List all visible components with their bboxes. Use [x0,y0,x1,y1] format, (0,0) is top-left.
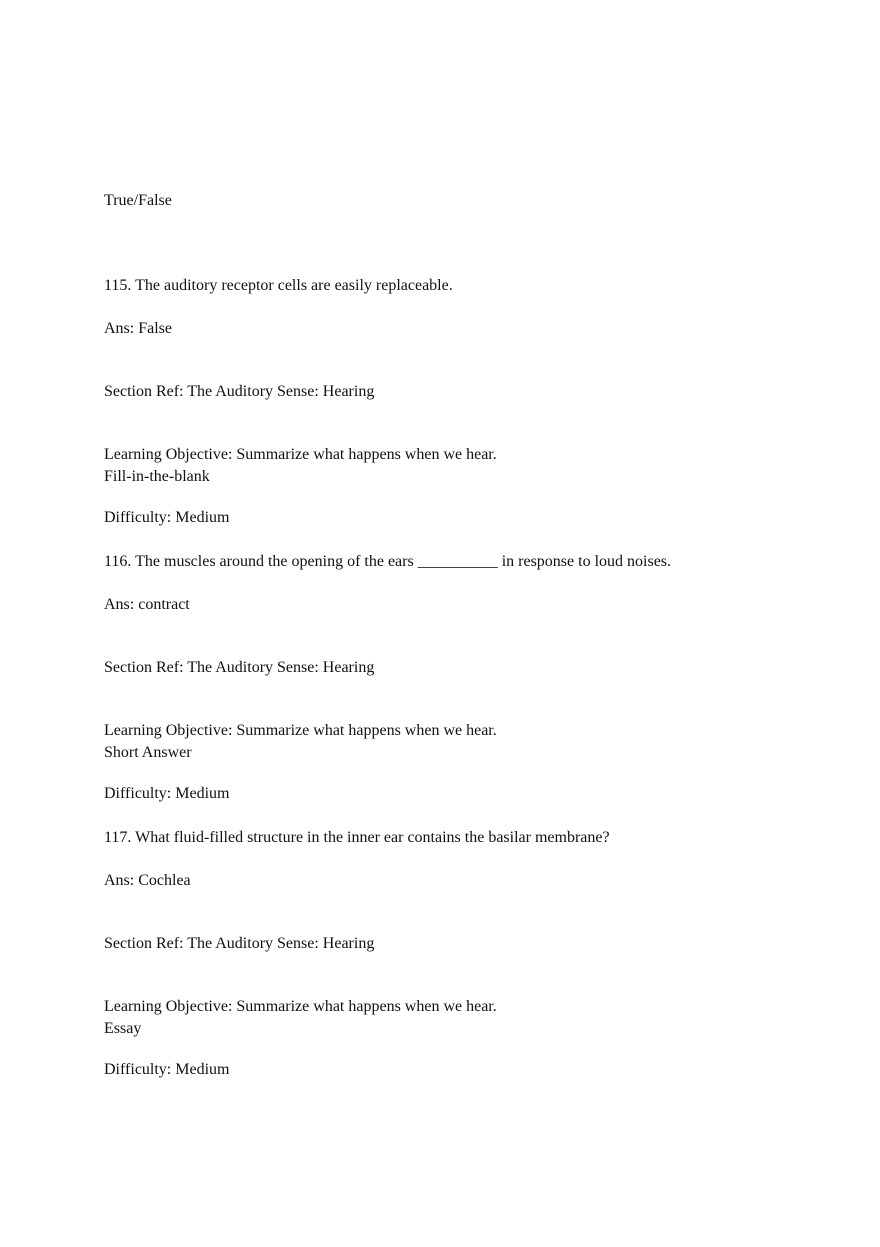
question-text: 116. The muscles around the opening of the ears __________ in response to loud noises. [104,553,672,570]
section-ref-text: Section Ref: The Auditory Sense: Hearing [104,659,375,676]
answer-block-117 [104,828,497,1122]
difficulty-text: Difficulty: Medium [104,785,230,802]
difficulty-text: Difficulty: Medium [104,509,230,526]
section-heading: Essay [104,1020,142,1037]
learning-objective-text: Learning Objective: Summarize what happens when we hear. [104,722,497,739]
section-heading-essay [104,976,141,1081]
difficulty-text: Difficulty: Medium [104,1061,230,1078]
learning-objective-text: Learning Objective: Summarize what happens when we hear. [104,998,497,1015]
section-heading: Fill-in-the-blank [104,468,210,485]
question-text: 117. What fluid-filled structure in the inner ear contains the basilar membrane? [104,829,610,846]
section-ref-text: Section Ref: The Auditory Sense: Hearing [104,383,375,400]
answer-text: Ans: False [104,320,172,337]
answer-text: Ans: Cochlea [104,872,191,889]
section-ref-text: Section Ref: The Auditory Sense: Hearing [104,935,375,952]
question-text: 115. The auditory receptor cells are easily replaceable. [104,277,453,294]
answer-text: Ans: contract [104,596,190,613]
section-heading: True/False [104,192,172,209]
learning-objective-text: Learning Objective: Summarize what happens when we hear. [104,446,497,463]
section-heading: Short Answer [104,744,192,761]
